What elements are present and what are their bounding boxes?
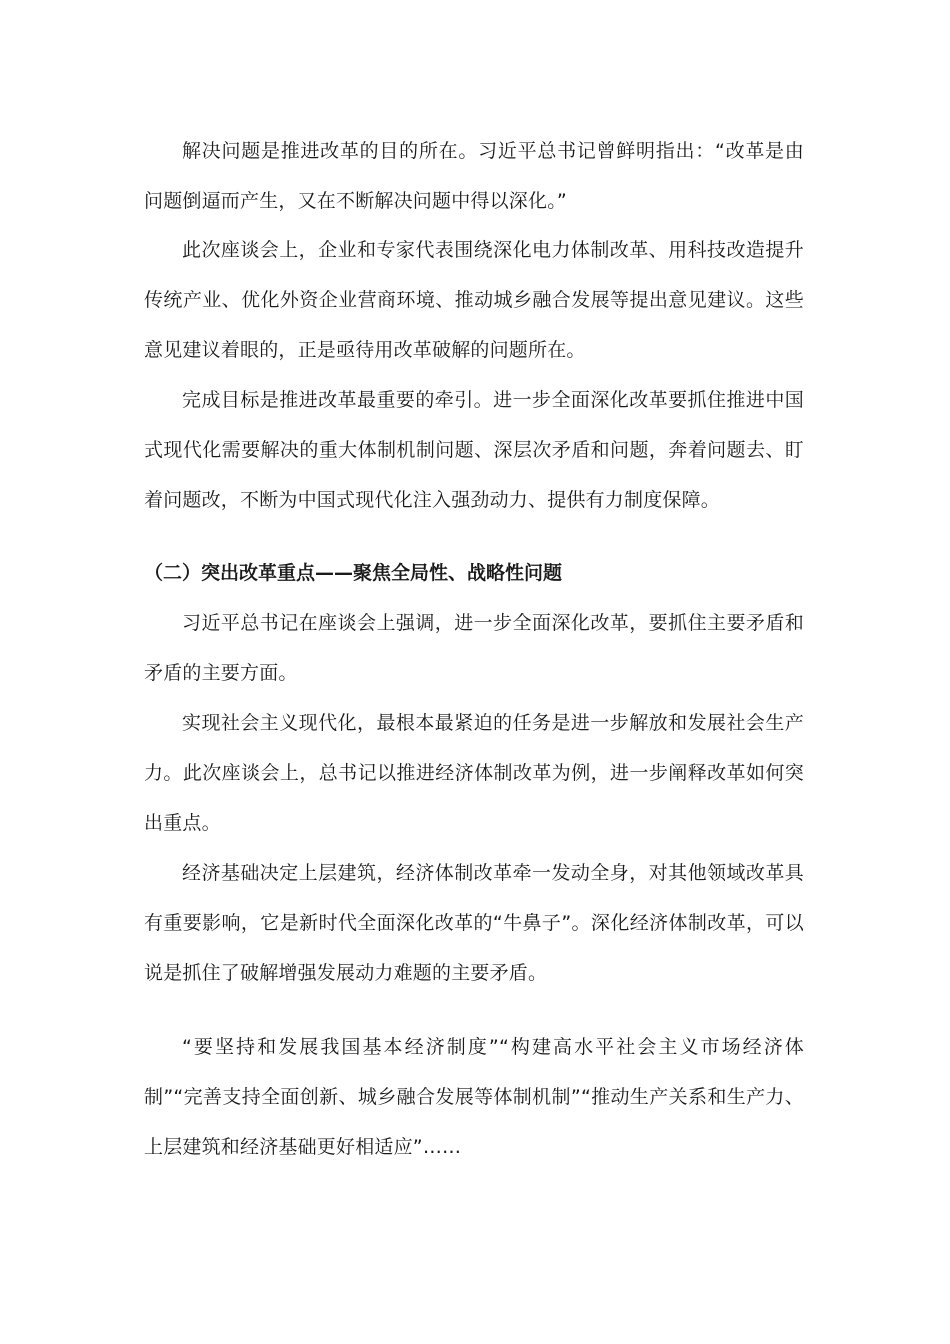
paragraph-quotes-list: “要坚持和发展我国基本经济制度”“构建高水平社会主义市场经济体制”“完善支持全面创新、城乡融合发展等体制机制”“推动生产关系和生产力、上层建筑和经济基础更好相适应”……	[144, 1036, 804, 1158]
paragraph-economic-base: 经济基础决定上层建筑，经济体制改革牵一发动全身，对其他领域改革具有重要影响，它是新时代全面深化改革的“牛鼻子”。深化经济体制改革，可以说是抓住了破解增强发展动力难题的主要矛盾。	[144, 862, 804, 984]
paragraph-problem-solving: 解决问题是推进改革的目的所在。习近平总书记曾鲜明指出：“改革是由问题倒逼而产生，又在不断解决问题中得以深化。”	[144, 140, 804, 212]
paragraph-goal-traction: 完成目标是推进改革最重要的牵引。进一步全面深化改革要抓住推进中国式现代化需要解决的重大体制机制问题、深层次矛盾和问题，奔着问题去、盯着问题改，不断为中国式现代化注入强劲动力、提供有力制度保障。	[144, 389, 804, 511]
paragraph-main-contradiction: 习近平总书记在座谈会上强调，进一步全面深化改革，要抓住主要矛盾和矛盾的主要方面。	[144, 612, 804, 684]
section-heading: （二）突出改革重点——聚焦全局性、战略性问题	[144, 562, 563, 584]
paragraph-symposium-suggestions: 此次座谈会上，企业和专家代表围绕深化电力体制改革、用科技改造提升传统产业、优化外资企业营商环境、推动城乡融合发展等提出意见建议。这些意见建议着眼的，正是亟待用改革破解的问题所在。	[144, 239, 804, 361]
paragraph-productivity: 实现社会主义现代化，最根本最紧迫的任务是进一步解放和发展社会生产力。此次座谈会上，总书记以推进经济体制改革为例，进一步阐释改革如何突出重点。	[144, 712, 804, 834]
